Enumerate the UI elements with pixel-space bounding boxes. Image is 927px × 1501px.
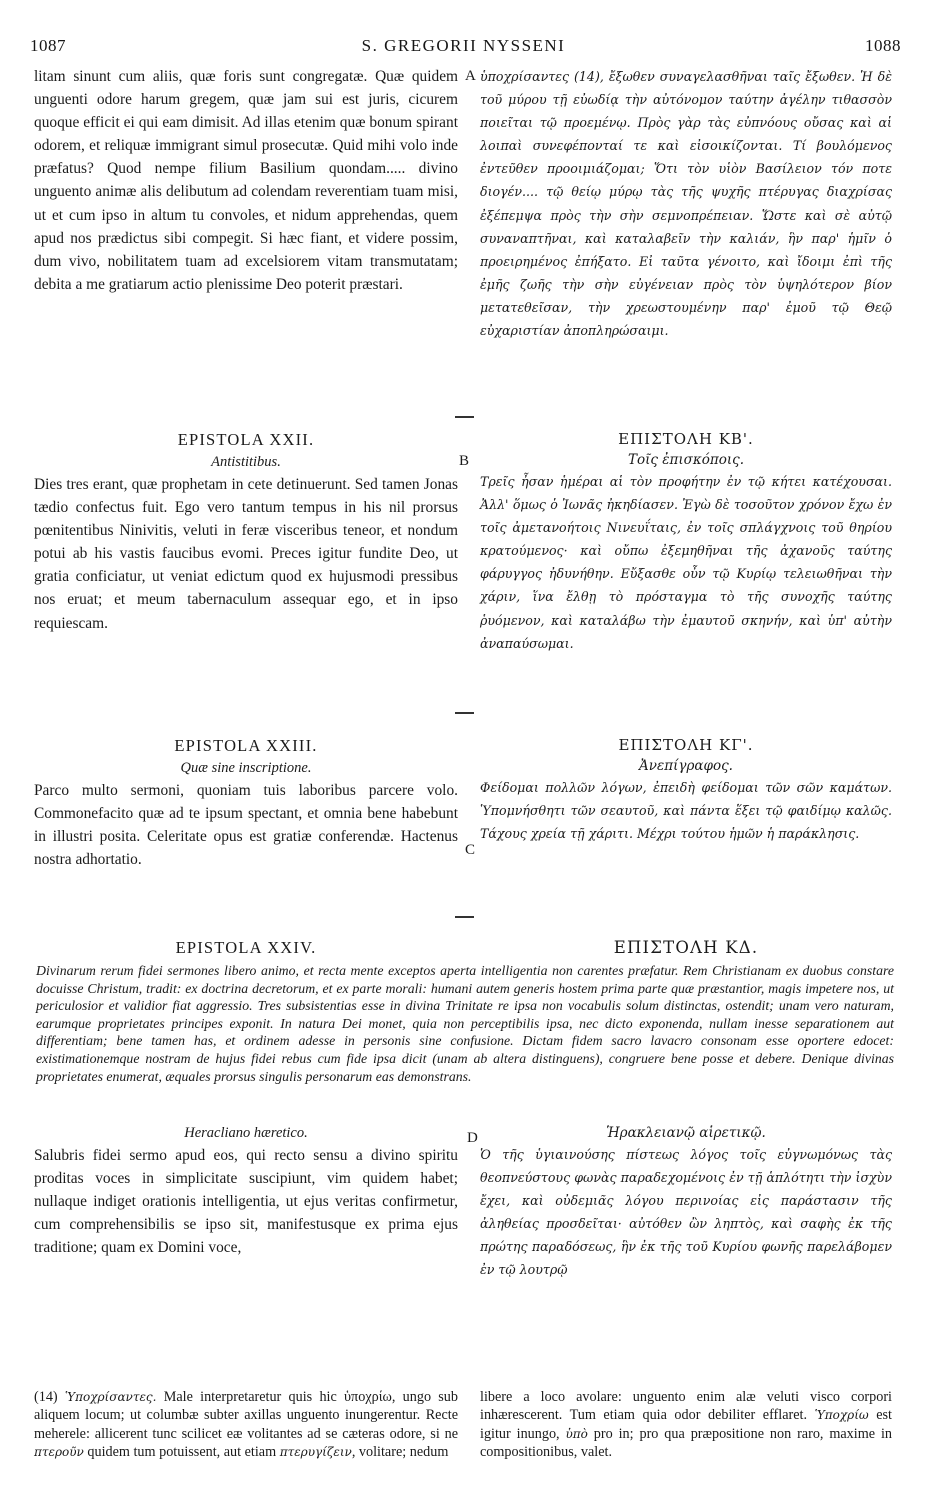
- greek-epistle-23: [480, 736, 892, 845]
- latin-epistle-24-addressee: Heracliano hæretico.: [184, 1125, 308, 1141]
- epistle-24-summary: Divinarum rerum fidei sermones libero animo, et recta mente exceptos aperta intelligentia non carentes præfatur. Rem Christianam ex duobus constare docuisse Christum, tradit: ex doctrina decretorum, et ex parte morali: humani autem generis hostem prima parte quæ præstantior, magis impetere nos, ut periculosior et validior fiat aggressio. Tres subsistentias esse in divina Trinitate re ipsa non vocabulis solum distinctas, ostendit; unam vero naturam, earumque proprietates principes exponit. In natura Dei monet, quia non perceptibilis ipsa, nec dicto exponenda, nullam inesse separationem aut differentiam; bene tamen has, et ordinem adesse in personis sine confusione. Dictam fidem sacro lavacro consonam esse oportere edocet: existimationemque nostram de hujus fidei rebus cum fide ipsa dicit (unam ab altera distinguens), congruere bene posse et debere. Denique divinas proprietates enumerat, æquales prorsus singulis personarum eas demonstrans.: [36, 963, 894, 1084]
- latin-epistle-23-addressee: Quæ sine inscriptione.: [180, 760, 312, 776]
- footnote-text: est igitur inungo,: [480, 1407, 892, 1442]
- footnote-greek-word: πτεροῦν: [34, 1445, 84, 1460]
- latin-epistle-23-text: Parco multo sermoni, quoniam tuis laboribus parcere volo. Commonefacito quæ ad te ipsum spectant, et omnia bene habebunt in illustri posita. Celeritate opus est gratiæ conferendæ. Hactenus nostra adhortatio.: [34, 782, 458, 869]
- footnote-text: pro in; pro qua præpositione non raro, maxime in compositionibus, valet.: [480, 1425, 892, 1461]
- latin-intro-paragraph: litam sinunt cum aliis, quæ foris sunt congregatæ. Quæ quidem unguenti odore harum gregem, quæ jam sui est juris, cicurem quoque efficit ei qui eam dimisit. Ad illas etenim quæ bonum spirant odorem, et reliquæ immigrant simul prosecutæ. Quid mihi volo inde præfatus? Quod nempe filium Basilium quondam..... divino unguento animæ alis delibutum ad colendam reverentiam tuam misi, ut et cum ipso in altum tu convoles, et nidum apprehendas, quem apud nos prædictus sibi compegit. Si hæc fiant, et videre possim, dum vivo, nobilitatem tuam ad excelsiorem vitam transmutatam; debita a me gratiarum actio plenissime Deo poterit præstari.: [34, 68, 458, 293]
- margin-letter-a: A: [465, 68, 476, 84]
- latin-epistle-24: [34, 1125, 458, 1259]
- latin-epistle-24-text: Salubris fidei sermo apud eos, qui recto sensu a divino spiritu proditas voces in simplicitate suscipiunt, vim quidem habet; nullaque indiget orationis intelligentia, ut ejus veritas confirmetur, cum comprehensibilis se ipso sit, manifestusque ex prima ejus traditione; quam ex Domini voce,: [34, 1147, 458, 1257]
- running-title: S. GREGORII NYSSENI: [361, 36, 566, 55]
- footnote-text: quidem tum potuissent, aut etiam: [83, 1444, 280, 1461]
- page-number-left: 1087: [30, 36, 66, 55]
- greek-epistle-24-title: ΕΠΙΣΤΟΛΗ ΚΔ.: [613, 938, 759, 957]
- greek-epistle-24-text: Ὁ τῆς ὑγιαινούσης πίστεως λόγος τοῖς εὐγνωμόνως τὰς θεοπνεύστους φωνὰς παραδεχομένοις ἐν τῇ ἁπλότητι τὴν ἰσχὺν ἔχει, καὶ οὐδεμιᾶς λόγου περινοίας εἰς παράστασιν τῆς ἀληθείας προσδεῖται· αὐτόθεν ὢν ληπτὸς, καὶ σαφὴς ἐκ τῆς πρώτης παραδόσεως, ἣν ἐκ τῆς τοῦ Κυρίου φωνῆς παρελάβομεν ἐν τῷ λουτρῷ: [480, 1147, 892, 1278]
- latin-epistle-22-title: EPISTOLA XXII.: [177, 430, 315, 449]
- greek-epistle-24: [480, 1125, 892, 1282]
- margin-letter-c: C: [465, 842, 476, 858]
- greek-epistle-23-text: Φείδομαι πολλῶν λόγων, ἐπειδὴ φείδομαι τῶν σῶν καμάτων. Ὑπομνήσθητι τῶν σεαυτοῦ, καὶ πάντα ἕξει τῷ φαιδίμῳ καλῶς. Τάχους χρεία τῇ χάριτι. Μέχρι τούτου ἡμῶν ἡ παράκλησις.: [480, 780, 892, 842]
- footnote-greek-word: ὑπὸ: [565, 1426, 588, 1441]
- latin-epistle-23: [34, 736, 458, 871]
- section-divider: [455, 712, 474, 714]
- greek-epistle-22-title: ΕΠΙΣΤΟΛΗ ΚΒ'.: [618, 430, 754, 448]
- latin-epistle-24-title: EPISTOLA XXIV.: [175, 938, 317, 957]
- footnote-greek-word: Ὑποχρίω: [814, 1408, 869, 1423]
- footnote-text: Male interpretaretur quis hic ὑποχρίω, ungo sub aliquem locum; ut columbæ subter axillas unguento inungerentur. Recte meherele: allicerent tunc scilicet eæ volitantes ad se cæteras odore, si ne: [34, 1389, 458, 1442]
- page-number-right: 1088: [865, 36, 901, 55]
- latin-epistle-22-addressee: Antistitibus.: [211, 454, 281, 470]
- latin-epistle-22-text: Dies tres erant, quæ prophetam in cete detinuerunt. Sed tamen Jonas tædio confectus fuit. Ego vero tantum tempus in his nil prorsus pœnitentibus Ninivitis, veluti in feræ visceribus teneor, et nondum potui ab his vastis faucibus evomi. Preces igitur fundite Deo, ut gratia conficiatur, ut veniat edictum quod ex hujusmodi pressibus nos eruat; et meum tabernaculum assequar ego, et in ipso requiescam.: [34, 476, 458, 632]
- latin-epistle-23-title: EPISTOLA XXIII.: [174, 736, 318, 755]
- greek-epistle-23-addressee: Ἀνεπίγραφος.: [639, 758, 733, 774]
- greek-epistle-22-addressee: Τοῖς ἐπισκόποις.: [627, 452, 745, 468]
- greek-epistle-22-text: Τρεῖς ἦσαν ἡμέραι αἱ τὸν προφήτην ἐν τῷ κήτει κατέχουσαι. Ἀλλ' ὅμως ὁ Ἰωνᾶς ἠκηδίασεν. Ἐγὼ δὲ τοσοῦτον χρόνον ἔχω ἐν τοῖς ἀμετανοήτοις Νινευΐταις, ἐν τοῖς σπλάγχνοις τοῦ θηρίου κρατούμενος· καὶ οὔπω ἐξεμηθῆναι τῆς ἀχανοῦς ταύτης φάρυγγος ἠδυνήθην. Εὔξασθε οὖν τῷ Κυρίῳ τελειωθῆναι τὴν χάριν, ἵνα ἔλθῃ τὸ πρόσταγμα τὸ τῆς συνοχῆς ταύτης ῥυόμενον, καὶ καταλάβω τὴν ἐμαυτοῦ σκηνήν, καὶ ὑπ' αὐτὴν ἀναπαύσωμαι.: [480, 474, 892, 651]
- latin-epistle-22: [34, 430, 458, 635]
- section-divider: [455, 416, 474, 418]
- footnote-14-left: [34, 1388, 458, 1462]
- footnote-14-right: [480, 1388, 892, 1462]
- margin-letter-b: B: [459, 453, 470, 469]
- footnote-number: (14): [34, 1389, 58, 1405]
- footnote-text: , volitare; nedum: [351, 1444, 449, 1461]
- footnote-text: libere a loco avolare: unguento enim alæ veluti visco corpori inhærescerent. Tum etiam quia odor debiliter efflaret.: [480, 1389, 892, 1424]
- greek-epistle-24-addressee: Ἡρακλειανῷ αἱρετικῷ.: [606, 1125, 766, 1141]
- margin-letter-d: D: [467, 1130, 478, 1146]
- greek-intro-paragraph: ὑποχρίσαντες (14), ἔξωθεν συναγελασθῆναι ταῖς ἔξωθεν. Ἡ δὲ τοῦ μύρου τῇ εὐωδίᾳ τὴν αὐτόνομον ταύτην ἀγέλην τιθασσὸν ποιεῖται τῷ προεμένῳ. Πρὸς γὰρ τὰς εὐπνόους οὔσας καὶ αἱ λοιπαὶ συνεφέπονταί τε καὶ εἰσοικίζονται. Τί βουλόμενος ἐντεῦθεν προοιμιάζομαι; Ὅτι τὸν υἱὸν Βασίλειον τόν ποτε διογέν.... τῷ θείῳ μύρῳ τὰς τῆς ψυχῆς πτέρυγας διαχρίσας ἐξέπεμψα πρὸς τὴν σὴν σεμνοπρέπειαν. Ὥστε καὶ σὲ αὐτῷ συναναπτῆναι, καὶ καταλαβεῖν τὴν καλιάν, ἣν παρ' ἡμῖν ὁ προειρημένος ἐπήξατο. Εἰ ταῦτα γένοιτο, καὶ ἴδοιμι ἐπὶ τῆς ἐμῆς ζωῆς τὴν σὴν εὐγένειαν πρὸς τὸν ὑψηλότερον βίον μετατεθεῖσαν, τὴν χρεωστουμένην παρ' ἐμοῦ τῷ Θεῷ εὐχαριστίαν ἀποπληρώσαιμι.: [480, 69, 892, 339]
- footnote-lemma: Ὑποχρίσαντες.: [64, 1390, 157, 1404]
- section-divider: [455, 916, 474, 918]
- greek-epistle-22: [480, 430, 892, 655]
- running-header: [24, 36, 903, 58]
- greek-epistle-23-title: ΕΠΙΣΤΟΛΗ ΚΓ'.: [618, 736, 754, 754]
- footnote-greek-word: πτερυγίζειν: [279, 1445, 352, 1460]
